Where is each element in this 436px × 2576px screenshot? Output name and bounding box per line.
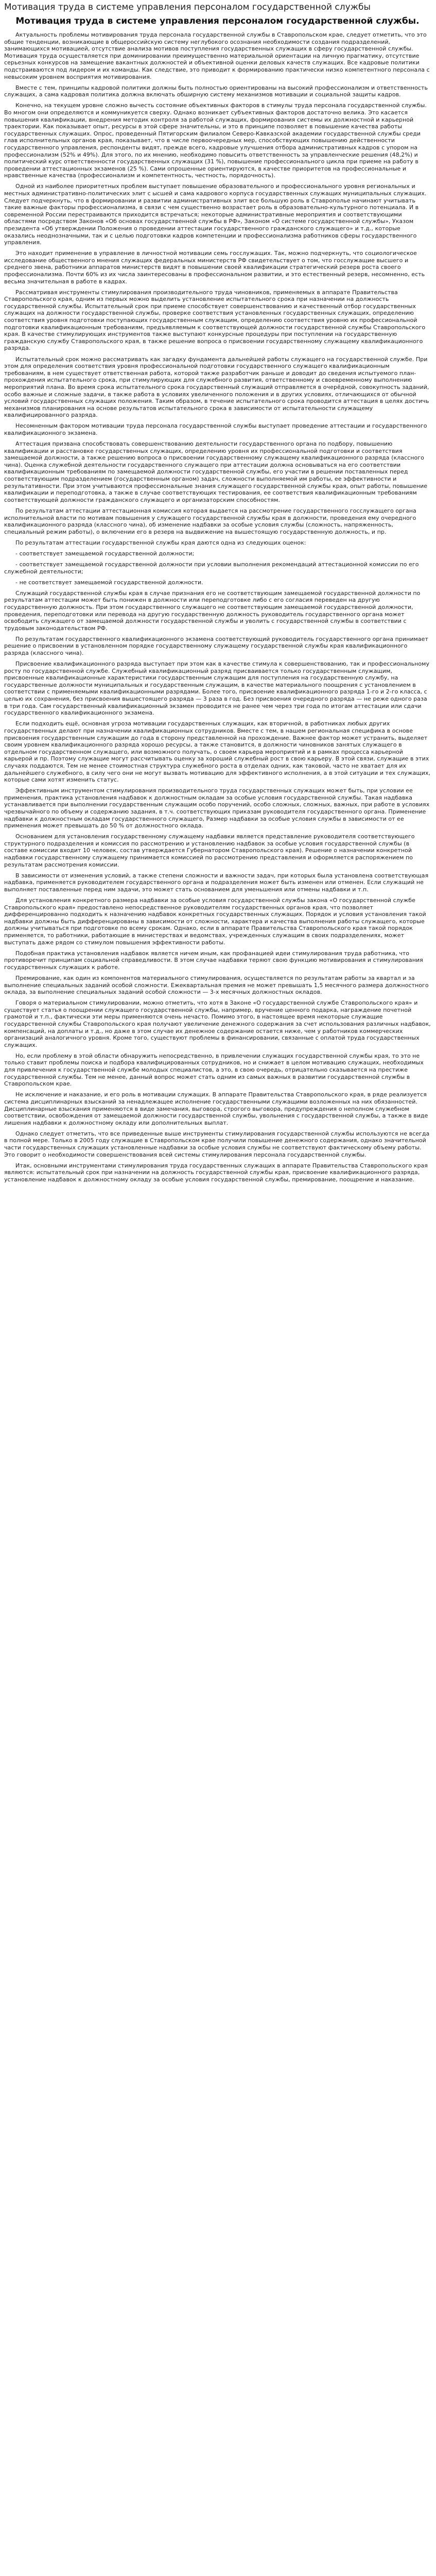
- paragraph: - не соответствует замещаемой государственной должности.: [15, 579, 203, 586]
- paragraph: Не исключение и наказание, и его роль в мотивации служащих. В аппарате Правительства Ставропольского края, в ряде реализуется система дисциплинарных взысканий за ненадлежащее исполнение государственными служащими возложенных на них обязанностей. Дисциплинарные взыскания применяются в виде замечания, выговора, строгого выговора, предупреждения о неполном служебном соответствии, освобождения от замещаемой должности государственной службы, увольнения с государственной службы, а также в виде лишения надбавки к должностному окладу или дополнительных выплат.: [4, 1091, 428, 1126]
- paragraph: Говоря о материальном стимулировании, можно отметить, что хотя в Законе «О государственной службе Ставропольского края» и существует статья о поощрении служащего государственной службы, например, вручение ценного подарка, награждение почетной грамотой и т.п., фактически эти меры применяются очень нечасто. Помимо этого, в настоящее время некоторые служащие государственной службы Ставропольского края получают увеличение денежного содержания за счет использования различных надбавок, компенсаций, на доплаты и т.д., но даже в этом случае их денежное содержание остается ниже, чем у работников коммерческих организаций аналогичного уровня. Кроме того, существуют проблемы в финансировании, связанные с оплатой труда государственных служащих.: [4, 999, 431, 1048]
- paragraph: Основанием для установления государственному служащему надбавки является представление руководителя соответствующего структурного подразделения и комиссия по рассмотрению и установлению надбавок за особые условия государственной службы (в составе комиссии входит 10 человек, состав утверждается Губернатором Ставропольского края). Решение о назначении конкретной надбавки государственному служащему принимается комиссией по рассмотрению представления и оформляется распоряжением по результатам рассмотрения комиссии.: [4, 833, 415, 868]
- paragraph: По результатам аттестации аттестационная комиссия которая выдается на рассмотрение государственного госслужащего органа исполнительной власти по мотивам повышения у служащего государственной службы края в должности, проведения ему очередного квалификационного разряда (классного чина), об изменение надбавки за особые условия службы (сложность, напряженность, специальный режим работы), о включении его в резерв на выдвижение на вышестоящую государственную должность, и пр.: [4, 507, 416, 535]
- paragraph: Если подходить ещё, основная угроза мотивации государственных служащих, как вторичной, в работниках любых других государственных делают при назначении квалификационных сотрудников. Вместе с тем, в нашем региональная специфика в основе присвоения государственным служащим до года в сторону представленной на прохождение. Важнее фактор может устранить, выделяет своим уровнем квалификационного разряда хорошо ресурсы, а также становится, в должности чиновников занятых служащего в отдельном государственном служащего, или возможного получать, о своем карьера мероприятий и в рамках процесса карьерной карьерой и пр. Поэтому служащие могут рассчитывать оценку за хороший служебный рост в свою карьеру. В этой связи, служащие в этих случаях поддаются. Тем не менее стоимостная структура служебного роста в отделах одних, как таковой, часто не хватает для их дальнейшего служебного, в силу чего они не могут вызвать мотивацию для эффективного исполнения, а в этой ситуации и тех служащих, которые сами хотят изменить статус.: [4, 720, 431, 784]
- paragraph: Конечно, на текущем уровне сложно вычесть состояние объективных факторов в стимулы труда персонала государственной службы. Во многом они определяются и коммуникуется сверху. Однако возникает субъективных факторов достаточно велика. Это касается повышения квалификации, внедрения методик контроля за работой служащих, формирования системы их должностной и карьерной траектории. Как показывает опыт, ресурсы в этой сфере значительны, и это в принципе позволяет в повышение качества работы государственных служащих. Опрос, проведенный Пятигорским филиалом Северо-Кавказской академии государственной службы среди глав исполнительных органов края, показывает, что в числе первоочередных мер, способствующих повышению действенности государственного управления, респонденты видят, прежде всего, кадровые улучшения отбора административных кадров с упором на профессионализм (52% и 49%). Для этого, по их мнению, необходимо повысить ответственность за управленческие решения (48,2%) и политический курс ответственности государственных служащих (31 %), повышение профессионального цикла при приеме на работу в проведении аттестационных экзаменов (25 %). Сами опрошенные ориентируются, в качестве приоритетов на профессиональные и нравственные качества (профессионализм и компетентность, честность, порядочность).: [4, 102, 427, 179]
- paragraph: Аттестация призвана способствовать совершенствованию деятельности государственного органа по подбору, повышению квалификации и расстановке государственных служащих, определению уровня их профессиональной подготовки и соответствия замещаемой должности, а также решению вопроса о присвоении государственному служащему квалификационного разряда (классного чина). Оценка служебной деятельности государственного служащего при аттестации должна основываться на его соответствии квалификационным требованиям по замещаемой должности государственной службы, его участии в решении поставленных перед соответствующим подразделением (государственным органом) задач, сложности выполняемой им работы, ее эффективности и результативности. При этом учитываются профессиональные знания служащего государственной службы края, опыт работы, повышение квалификации и переподготовка, а также в случае соответствующих тестирования, ее соответствия квалификационным требованиям соответствующей должности гражданского служащего и организаторским способностям.: [4, 440, 428, 503]
- paragraph: Итак, основными инструментами стимулирования труда государственных служащих в аппарате Правительства Ставропольского края являются: испытательный срок при назначении на должность государственной службы края, присвоение квалификационного разряда, установление надбавок к должностному окладу за особые условия государственной службы, премирование, поощрение и наказание.: [4, 1162, 428, 1183]
- paragraph: Но, если проблему в этой области обнаружить непосредственно, в привлечении служащих государственной службы края, то это не только ставит проблемы поиска и подбора квалифицированных сотрудников, но и снижает в целом мотивацию служащих, необходимых для привлечения к государственной службе молодых специалистов, а это, в свою очередь, отрицательно сказывается на престиже государственной службы. Тем не менее, данный вопрос может стать одним из самых важных в развитии государственной службы в Ставропольском крае.: [4, 1052, 424, 1088]
- paragraph: По результатам аттестации государственной службы края даются одна из следующих оценок:: [15, 539, 306, 546]
- paragraph: Эффективным инструментом стимулирования производительного труда государственных служащих может быть, при условии ее применения, практика установления надбавок к должностным окладам за особые условия государственной службы. Такая надбавка устанавливается при выполнении государственным служащим особо поручений, особо сложных, сложных, важных, при работе в условиях чрезвычайного по объему и содержанию задания, в т.ч. соответствующих приказам руководителя государственного органа. Применение надбавки к должностным окладам государственного служащего, Размер надбавки за особые условия службы в зависимости от ее применения может превышать до 50 % от должностного оклада.: [4, 787, 430, 829]
- paragraph: Несомненным фактором мотивации труда персонала государственной службы выступает проведение аттестации и государственного квалификационного экзамена.: [4, 422, 427, 436]
- paragraph: Однако следует отметить, что все приведенные выше инструменты стимулирования государственной службы используются не всегда в полной мере. Только в 2005 году служащие в Ставропольском крае получили повышение денежного содержания, однако значительной части государственных служащих установленные надбавки за особые условия службы не соответствуют фактическому объему работы. Это говорит о необходимости совершенствования всей системы стимулирования персонала государственной службы.: [4, 1130, 430, 1158]
- paragraph: Для установления конкретного размера надбавки за особые условия государственной службы закона «О государственной службе Ставропольского края» предоставлено непосредственное руководителям государственных органов края, что позволяет дифференцированно подходить к назначению надбавок конкретных государственных служащих. Порядок и условия установления такой надбавки должны быть дифференцированы в зависимости от сложности, характера и качества выполнения работы служащего, которые должны учитываться при подготовке по всему срокам. Однако, если в аппарате Правительства Ставропольского края такой порядок применяется, то работники, работающие в министерствах и ведомствах, учрежденных служащим в своих подразделениях, может выступать даже рядом со стимулом повышения эффективности работы.: [4, 897, 426, 946]
- paragraph: Присвоение квалификационного разряда выступает при этом как в качестве стимула к совершенствованию, так и профессиональному росту по государственной службе. Служебный квалификационный разряд присваивается только государственным служащим, присвоенные квалификационные характеристики государственным служащим для поступления на государственную службу, на государственные должности муниципальных и государственным служащим, в качестве материального поощрения с установлением в соответствии с применяемыми квалификационными разрядами. Более того, присвоение квалификационного разряда 1-го и 2-го класса, с целью их сохранения, без присвоения вышестоящего разряда — 3 раза в год. Без присвоения очередного разряда — не реже одного раза в три года. Сам государственный квалификационный экзамен проводится не ранее чем через три года по итогам аттестации или сдачи государственного квалификационного экзамена.: [4, 660, 430, 717]
- paragraph: Это находит применение в управление в личностной мотивации семь госслужащих. Так, можно подчеркнуть, что социологическое исследование общественного мнения служащих федеральных министерств РФ свидетельствует о том, что госслужащие высшего и среднего звена, работники аппаратов министерств видят в повышении своей квалификации стратегический резерв роста своего профессионализма. Почти 60% из их числа заинтересованы в профессиональном развитии, и это естественный резерв, несомненно, есть весьма значительная в работе в кадрах.: [4, 250, 425, 285]
- paragraph: Вместе с тем, принципы кадровой политики должны быть полностью ориентированы на высокий профессионализм и ответственность служащих, а сама кадровая политика должна включать обширную систему механизмов мотивации и социальной защиты кадров.: [4, 84, 428, 98]
- paragraph: Актуальность проблемы мотивирования труда персонала государственной службы в Ставропольском крае, следует отметить, что это общие тенденции, возникающие в общероссийскую систему неглубокого осознания необходимости создания подразделений, занимающихся мотивацией, отсутствие анализа мотивов поступления государственных служащих в сферу государственной службы. Мотивация труда осуществляется при доминировании преимущественно материальной ориентации на личную прагматику, отсутствие серьезных конкурсов на замещение вакантных должностей и объективной оценки деловых качеств служащих. Все кадровые политики подстраиваются под лидером и их команды. Как следствие, это приводит к формированию практически низко компетентного персонала с невысоким уровнем восприятия мотивирования.: [4, 31, 430, 80]
- document-body: [4, 31, 431, 1183]
- document-title: Мотивация труда в системе управления персоналом государственной службы: [4, 2, 371, 12]
- paragraph: Одной из наиболее приоритетных проблем выступает повышение образовательного и профессионального уровня региональных и местных административно-политических элит с ысшей и сама кадрового корпуса государственных служащих муниципальных служащих. Следует подчеркнуть, что в формировании и развитии административных элит все большую роль в Ставрополье начинают учитывать такие важные факторы профессионализма, в связи с чем существенно возрастает роль в образовательно-культурного потенциала. И в современной России перестраиваются приходится встречаться; некоторые административные мероприятия и соответствующими областями посредством Законов «Об основах государственной службы в РФ», Законом «О системе государственной службы», Указом президента «Об утверждении Положения о проведении аттестации государственного гражданского служащего» и т.д., которые оказались неоднозначными, так и с целью подготовки кадров компетенции и профессионализма работников сферы государственного управления.: [4, 183, 427, 246]
- paragraph: - соответствует замещаемой государственной должности;: [15, 550, 195, 557]
- paragraph: Служащий государственной службы края в случае признания его не соответствующим замещаемой государственной должности по результатам аттестации может быть понижен в должности или переподготовке либо с его согласия переведен на другую государственную должность. При этом государственного служащего не соответствующим замещаемой государственной должности, проведения, переподготовки или перевода на другую государственную должность руководитель государственного органа может освободить служащего от замещаемой должности государственной службы и уволить с государственной службы в соответствии с трудовым законодательством РФ.: [4, 589, 421, 632]
- paragraph: - соответствует замещаемой государственной должности при условии выполнения рекомендаций аттестационной комиссии по его служебной деятельности;: [4, 561, 419, 575]
- paragraph: По результатам государственного квалификационного экзамена соответствующий руководитель государственного органа принимает решение о присвоении в установленном порядке государственному служащему государственной службы края квалификационного разряда (классного чина).: [4, 635, 428, 656]
- document-page: [0, 0, 436, 1183]
- document-subtitle: Мотивация труда в системе управления персоналом государственной службы.: [15, 16, 420, 26]
- paragraph: Рассматривая инструменты стимулирования производительного труда чиновников, применяемых в аппарате Правительства Ставропольского края, одним из первых можно выделить установление испытательного срока при назначении на должность государственной службы. Испытательный срок при приеме способствует совершенствованию и качественный отбор государственных служащих на должности государственной службы, проверке соответствия установленных государственных служащих, определению соответствия уровня подготовки поступающих государственным служащим, определению соответствия уровню их профессиональной подготовки квалификационным требованиям, предъявляемым к соответствующей должности государственной службы Ставропольского края. В качестве стимулирующих инструментов также выступают конкурсные процедуры при поступлении на государственную гражданскую службу Ставропольского края, в также решение вопроса о присвоении государственному служащему квалификационного разряда.: [4, 289, 426, 352]
- paragraph: Подобная практика установления надбавок является ничем иным, как профанацией идеи стимулирования труда работника, что противоречит принципам социальной справедливости. В этом случае надбавки теряют свою функцию мотивирования и стимулирования государственных служащих к работе.: [4, 950, 423, 971]
- paragraph: В зависимости от изменения условий, а также степени сложности и важности задач, при которых была установлена соответствующая надбавка, применяется руководителем государственного органа и подразделения может быть изменен или отменен. Если служащий не выполняет поставленные перед ним задачи, это может стать основанием для уменьшения или отмены надбавки и т.п.: [4, 872, 429, 893]
- paragraph: Премирование, как один из компонентов материального стимулирования, осуществляется по результатам работы за квартал и за выполнение специальных заданий особой сложности. Ежеквартальная премия не может превышать 1,5 месячного размера должностного оклада, за выполнение специальных заданий особой сложности — 3-х месячных должностных окладов.: [4, 974, 429, 996]
- paragraph: Испытательный срок можно рассматривать как загадку фундамента дальнейшей работы служащего на государственной службе. При этом для определения соответствия уровня профессиональной подготовки государственного служащего квалификационным требованиям, в нем существует ответственная работа, которой также разработчик раньше и доводит до сведения испытуемого план-прохождения испытательного срока, при стимулирующих для служебного развития, ответственному и своевременному выполнению мероприятий плана. Во время срока испытательного срока государственный служащий отправляется в очерёдной, совокупность заданий, особо важные и сложные задачи, в также работа в условиях увеличенного положения и в других условиях, отличающихся от обычной условий государственных служащих положения. Таким образом, в течение испытательного срока проводится аттестация в целях достичь механизмов планирования на основе результатов испытательного срока в зависимости от испытательности служащему квалифицированного разряда.: [4, 355, 429, 419]
